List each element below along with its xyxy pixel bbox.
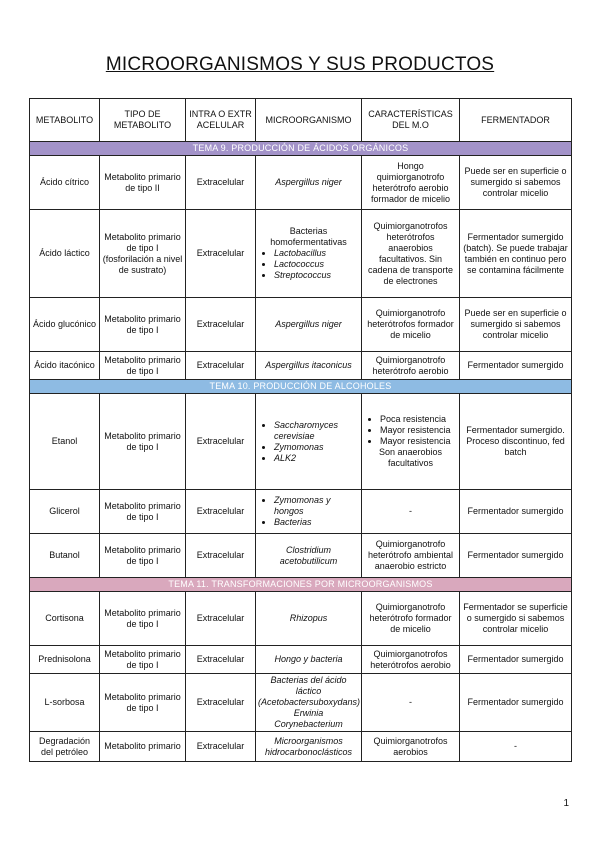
cell-intra: Extracelular bbox=[186, 732, 256, 762]
cell-micro: Microorganismos hidrocarbonoclásticos bbox=[256, 732, 362, 762]
header-metabolito: METABOLITO bbox=[30, 99, 100, 142]
cell-metabolito: L-sorbosa bbox=[30, 674, 100, 732]
cell-tipo: Metabolito primario de tipo I bbox=[100, 298, 186, 352]
cell-micro: Aspergillus niger bbox=[256, 156, 362, 210]
cell-carac: Quimiorganotrofos aerobios bbox=[362, 732, 460, 762]
cell-metabolito: Degradación del petróleo bbox=[30, 732, 100, 762]
cell-intra: Extracelular bbox=[186, 210, 256, 298]
cell-tipo: Metabolito primario bbox=[100, 732, 186, 762]
cell-carac: Quimiorganotrofos heterótrofos aerobio bbox=[362, 646, 460, 674]
table-row bbox=[30, 156, 572, 210]
table-row bbox=[30, 298, 572, 352]
table-row bbox=[30, 352, 572, 380]
cell-ferm: Fermentador sumergido bbox=[460, 352, 572, 380]
cell-carac: - bbox=[362, 674, 460, 732]
cell-carac: Quimiorganotrofos heterótrofos anaerobios facultativos. Sin cadena de transporte de electrones bbox=[362, 210, 460, 298]
cell-ferm: Fermentador sumergido (batch). Se puede trabajar también en continuo pero se contamina fácilmente bbox=[460, 210, 572, 298]
cell-ferm: Fermentador se superficie o sumergido si sabemos controlar micelio bbox=[460, 592, 572, 646]
cell-tipo: Metabolito primario de tipo I bbox=[100, 394, 186, 490]
cell-micro: Aspergillus niger bbox=[256, 298, 362, 352]
cell-ferm: Puede ser en superficie o sumergido si sabemos controlar micelio bbox=[460, 298, 572, 352]
section-title: TEMA 9. PRODUCCIÓN DE ÁCIDOS ORGÁNICOS bbox=[30, 142, 572, 156]
cell-tipo: Metabolito primario de tipo I bbox=[100, 490, 186, 534]
list-item: • Mayor resistencia bbox=[380, 425, 457, 436]
cell-metabolito: Ácido itacónico bbox=[30, 352, 100, 380]
micro-list bbox=[258, 420, 359, 464]
page-number: 1 bbox=[563, 798, 569, 809]
micro-line: Corynebacterium bbox=[274, 719, 343, 729]
section-row bbox=[30, 578, 572, 592]
list-item: • Streptococcus bbox=[274, 270, 359, 281]
list-item: • Saccharomyces cerevisiae bbox=[274, 420, 359, 442]
section-row bbox=[30, 380, 572, 394]
list-item: • Lactococcus bbox=[274, 259, 359, 270]
cell-micro: Rhizopus bbox=[256, 592, 362, 646]
cell-intra: Extracelular bbox=[186, 646, 256, 674]
cell-metabolito: Butanol bbox=[30, 534, 100, 578]
cell-micro bbox=[256, 674, 362, 732]
cell-intra: Extracelular bbox=[186, 298, 256, 352]
cell-intra: Extracelular bbox=[186, 394, 256, 490]
cell-carac bbox=[362, 394, 460, 490]
micro-list bbox=[258, 248, 359, 281]
list-item: • ALK2 bbox=[274, 453, 359, 464]
list-item: • Bacterias bbox=[274, 517, 359, 528]
table-row bbox=[30, 732, 572, 762]
cell-metabolito: Etanol bbox=[30, 394, 100, 490]
cell-tipo: Metabolito primario de tipo II bbox=[100, 156, 186, 210]
table-row bbox=[30, 646, 572, 674]
cell-intra: Extracelular bbox=[186, 490, 256, 534]
cell-ferm: Fermentador sumergido bbox=[460, 490, 572, 534]
cell-ferm: Fermentador sumergido bbox=[460, 534, 572, 578]
page-title: MICROORGANISMOS Y SUS PRODUCTOS bbox=[105, 54, 495, 75]
cell-ferm: Fermentador sumergido bbox=[460, 674, 572, 732]
cell-metabolito: Ácido láctico bbox=[30, 210, 100, 298]
micro-line: Bacterias del ácido láctico (Acetobactersuboxydans) bbox=[258, 675, 361, 707]
cell-carac: - bbox=[362, 490, 460, 534]
cell-micro bbox=[256, 394, 362, 490]
cell-micro bbox=[256, 210, 362, 298]
cell-tipo: Metabolito primario de tipo I bbox=[100, 352, 186, 380]
cell-metabolito: Ácido cítrico bbox=[30, 156, 100, 210]
cell-micro: Hongo y bacteria bbox=[256, 646, 362, 674]
cell-tipo: Metabolito primario de tipo I (fosforilación a nivel de sustrato) bbox=[100, 210, 186, 298]
cell-ferm: Fermentador sumergido. Proceso discontinuo, fed batch bbox=[460, 394, 572, 490]
cell-tipo: Metabolito primario de tipo I bbox=[100, 646, 186, 674]
cell-ferm: - bbox=[460, 732, 572, 762]
table-row bbox=[30, 534, 572, 578]
table-header-row bbox=[30, 99, 572, 142]
section-title: TEMA 10. PRODUCCIÓN DE ALCOHOLES bbox=[30, 380, 572, 394]
section-row bbox=[30, 142, 572, 156]
table-row bbox=[30, 592, 572, 646]
list-item: • Lactobacillus bbox=[274, 248, 359, 259]
micro-list bbox=[258, 495, 359, 528]
cell-intra: Extracelular bbox=[186, 156, 256, 210]
micro-heading: Bacterias homofermentativas bbox=[270, 226, 347, 247]
micro-line: Erwinia bbox=[293, 708, 324, 718]
cell-carac: Quimiorganotrofo heterótrofo ambiental anaerobio estricto bbox=[362, 534, 460, 578]
cell-metabolito: Cortisona bbox=[30, 592, 100, 646]
cell-carac: Quimiorganotrofo heterótrofos formador de micelio bbox=[362, 298, 460, 352]
cell-tipo: Metabolito primario de tipo I bbox=[100, 592, 186, 646]
cell-tipo: Metabolito primario de tipo I bbox=[100, 674, 186, 732]
cell-metabolito: Glicerol bbox=[30, 490, 100, 534]
cell-intra: Extracelular bbox=[186, 534, 256, 578]
table-row bbox=[30, 210, 572, 298]
cell-metabolito: Prednisolona bbox=[30, 646, 100, 674]
cell-carac: Quimiorganotrofo heterótrofo formador de micelio bbox=[362, 592, 460, 646]
header-fermentador: FERMENTADOR bbox=[460, 99, 572, 142]
table-row bbox=[30, 394, 572, 490]
cell-intra: Extracelular bbox=[186, 674, 256, 732]
cell-carac: Hongo quimiorganotrofo heterótrofo aerobio formador de micelio bbox=[362, 156, 460, 210]
list-item: • Mayor resistencia bbox=[380, 436, 457, 447]
header-tipo: TIPO DE METABOLITO bbox=[100, 99, 186, 142]
carac-list bbox=[364, 414, 457, 447]
header-intra-extra: INTRA O EXTRACELULAR bbox=[186, 99, 256, 142]
cell-micro: Clostridium acetobutilicum bbox=[256, 534, 362, 578]
cell-intra: Extracelular bbox=[186, 592, 256, 646]
table-row bbox=[30, 490, 572, 534]
list-item: • Poca resistencia bbox=[380, 414, 457, 425]
header-caracteristicas: CARACTERÍSTICAS DEL M.O bbox=[362, 99, 460, 142]
section-title: TEMA 11. TRANSFORMACIONES POR MICROORGANISMOS bbox=[30, 578, 572, 592]
cell-intra: Extracelular bbox=[186, 352, 256, 380]
cell-carac: Quimiorganotrofo heterótrofo aerobio bbox=[362, 352, 460, 380]
cell-tipo: Metabolito primario de tipo I bbox=[100, 534, 186, 578]
cell-metabolito: Ácido glucónico bbox=[30, 298, 100, 352]
list-item: • Zymomonas y hongos bbox=[274, 495, 359, 517]
cell-ferm: Fermentador sumergido bbox=[460, 646, 572, 674]
metabolites-table bbox=[29, 98, 572, 762]
table-row bbox=[30, 674, 572, 732]
cell-micro bbox=[256, 490, 362, 534]
cell-micro: Aspergillus itaconicus bbox=[256, 352, 362, 380]
header-microorganismo: MICROORGANISMO bbox=[256, 99, 362, 142]
list-item: • Zymomonas bbox=[274, 442, 359, 453]
carac-tail: Son anaerobios facultativos bbox=[378, 447, 443, 468]
cell-ferm: Puede ser en superficie o sumergido si sabemos controlar micelio bbox=[460, 156, 572, 210]
